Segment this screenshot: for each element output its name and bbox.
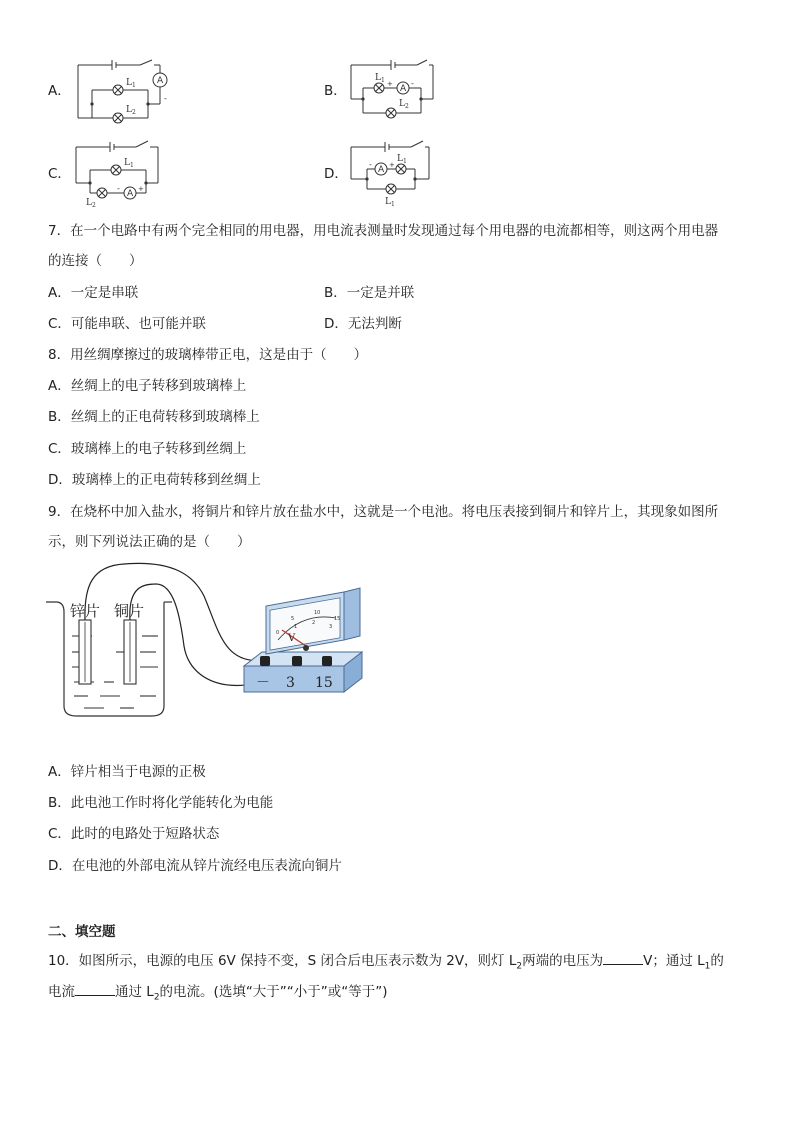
svg-text:1: 1 <box>130 162 134 169</box>
svg-text:2: 2 <box>132 109 136 116</box>
section-title: 二、填空题 <box>48 924 116 940</box>
battery-voltmeter-figure <box>44 556 374 726</box>
q10-line1: 10．如图所示，电源的电压 6V 保持不变，S 闭合后电压表示数为 2V，则灯 $L_2$两端的电压为 V；通过 $L_1$的 <box>48 950 724 976</box>
svg-text:0: 0 <box>276 630 280 636</box>
svg-text:1: 1 <box>403 158 407 165</box>
circuit-diagram-a <box>70 55 175 125</box>
svg-text:2: 2 <box>92 202 96 209</box>
q8-option-c: C．玻璃棒上的电子转移到丝绸上 <box>48 441 247 457</box>
svg-text:5: 5 <box>291 616 295 622</box>
zinc-wire <box>85 563 266 660</box>
terminal-15: 15 <box>315 675 333 691</box>
option-b-label: B． <box>324 83 347 99</box>
q7-option-d: D．无法判断 <box>324 316 402 332</box>
q8-option-a: A．丝绸上的电子转移到玻璃棒上 <box>48 378 247 394</box>
svg-text:L: L <box>397 154 403 164</box>
answer-blank-1[interactable] <box>603 950 643 965</box>
q9-stem-line2: 示，则下列说法正确的是（ ） <box>48 534 251 550</box>
q9-stem-line1: 9．在烧杯中加入盐水，将铜片和锌片放在盐水中，这就是一个电池。将电压表接到铜片和锌片上，其现象如图所 <box>48 504 719 520</box>
beaker <box>46 602 172 716</box>
ammeter-symbol: A <box>157 76 164 86</box>
circuit-diagram-d <box>345 137 440 209</box>
svg-text:+: + <box>138 185 144 193</box>
svg-text:15: 15 <box>334 616 341 622</box>
q9-option-d: D．在电池的外部电流从锌片流经电压表流向铜片 <box>48 858 342 874</box>
q8-option-b: B．丝绸上的正电荷转移到玻璃棒上 <box>48 409 260 425</box>
svg-text:2: 2 <box>405 103 409 110</box>
svg-text:A: A <box>400 84 407 94</box>
svg-text:L: L <box>399 99 405 109</box>
answer-blank-2[interactable] <box>75 981 115 996</box>
svg-text:10: 10 <box>314 610 321 616</box>
svg-text:1: 1 <box>294 624 298 630</box>
svg-text:+: + <box>387 80 393 88</box>
q7-stem-line1: 7．在一个电路中有两个完全相同的用电器，用电流表测量时发现通过每个用电器的电流都相等，则这两个用电器 <box>48 223 719 239</box>
q8-stem: 8．用丝绸摩擦过的玻璃棒带正电，这是由于（ ） <box>48 347 368 363</box>
q9-option-b: B．此电池工作时将化学能转化为电能 <box>48 795 274 811</box>
meter-unit: V <box>288 633 296 644</box>
q7-stem-line2: 的连接（ ） <box>48 253 143 269</box>
svg-text:A: A <box>127 189 134 199</box>
q7-option-c: C．可能串联、也可能并联 <box>48 316 206 332</box>
q9-option-c: C．此时的电路处于短路状态 <box>48 826 220 842</box>
svg-text:1: 1 <box>391 201 395 208</box>
svg-text:2: 2 <box>312 620 316 626</box>
option-a-label: A． <box>48 83 71 99</box>
circuit-diagram-c <box>70 137 170 209</box>
option-d-label: D． <box>324 166 348 182</box>
circuit-diagram-b <box>345 55 445 125</box>
svg-text:1: 1 <box>132 82 136 89</box>
q10-line2: 电流 通过 $L_2$的电流。(选填“大于”“小于”或“等于”) <box>48 981 388 1007</box>
zinc-label: 锌片 <box>70 602 101 620</box>
svg-text:-: - <box>369 160 372 169</box>
q9-option-a: A．锌片相当于电源的正极 <box>48 764 206 780</box>
svg-text:L: L <box>385 197 391 207</box>
svg-text:+: + <box>389 161 395 169</box>
q8-option-d: D．玻璃棒上的正电荷转移到丝绸上 <box>48 472 261 488</box>
terminal-minus: － <box>256 675 270 691</box>
terminal-3: 3 <box>286 675 295 691</box>
svg-text:-: - <box>117 184 120 193</box>
svg-text:L: L <box>86 198 92 208</box>
svg-text:3: 3 <box>329 624 333 630</box>
copper-label: 铜片 <box>114 602 145 620</box>
svg-text:L: L <box>126 78 132 88</box>
svg-text:1: 1 <box>381 77 385 84</box>
q7-option-b: B．一定是并联 <box>324 285 415 301</box>
svg-text:L: L <box>126 105 132 115</box>
option-c-label: C． <box>48 166 71 182</box>
svg-text:L: L <box>124 158 130 168</box>
svg-text:A: A <box>378 165 385 175</box>
svg-text:-: - <box>411 79 414 88</box>
q7-option-a: A．一定是串联 <box>48 285 139 301</box>
svg-text:L: L <box>375 73 381 83</box>
svg-text:-: - <box>164 94 167 103</box>
